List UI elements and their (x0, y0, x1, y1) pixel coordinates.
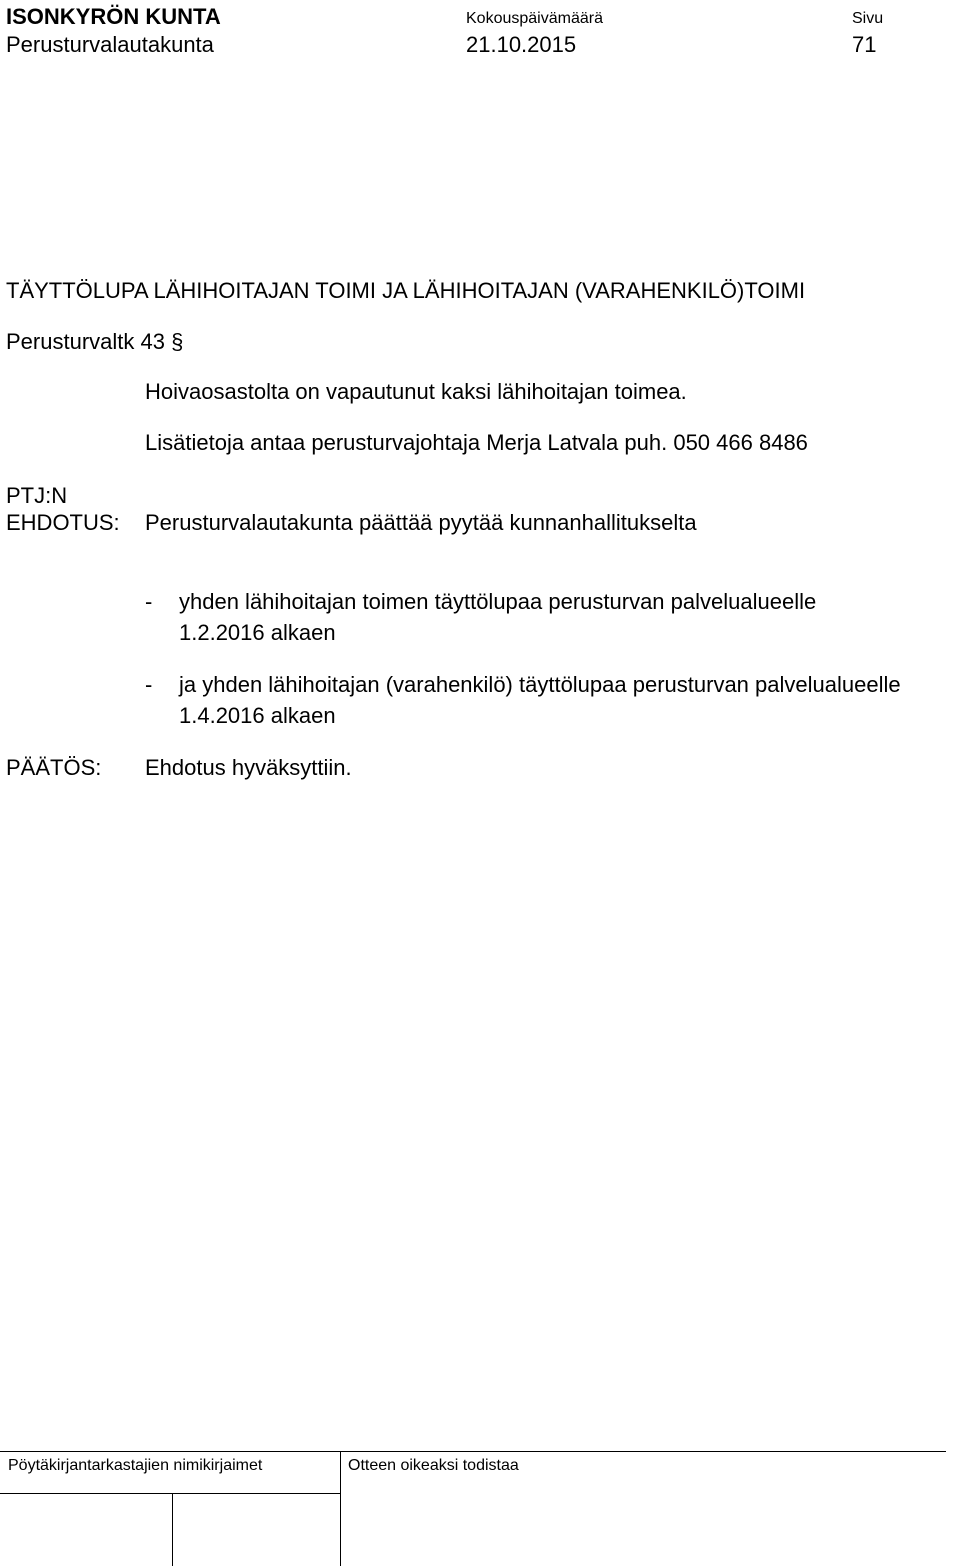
decision-text: Ehdotus hyväksyttiin. (145, 755, 352, 780)
bullet-dash: - (145, 589, 153, 614)
ptj-label: PTJ:N (6, 483, 68, 508)
meeting-date-label: Kokouspäivämäärä (466, 10, 603, 27)
certified-label: Otteen oikeaksi todistaa (348, 1457, 519, 1474)
signature-box-divider-left (172, 1493, 173, 1566)
footer-column-divider (340, 1451, 341, 1493)
board-name: Perusturvalautakunta (6, 32, 214, 57)
decision-label: PÄÄTÖS: (6, 755, 102, 780)
bullet-text-line-1: yhden lähihoitajan toimen täyttölupaa perusturvan palvelualueelle (179, 589, 817, 614)
bullet-text-line-1: ja yhden lähihoitajan (varahenkilö) täyttölupaa perusturvan palvelualueelle (179, 672, 901, 697)
meeting-date: 21.10.2015 (466, 32, 577, 57)
bullet-text-line-2: 1.4.2016 alkaen (179, 703, 336, 728)
signatures-label: Pöytäkirjantarkastajien nimikirjaimet (8, 1457, 263, 1474)
body-text-line-1: Hoivaosastolta on vapautunut kaksi lähihoitajan toimea. (145, 379, 687, 404)
signature-box-divider-right (340, 1493, 341, 1566)
item-reference: Perusturvaltk 43 § (6, 329, 184, 354)
page-number: 71 (852, 32, 877, 57)
proposal-label: EHDOTUS: (6, 510, 120, 535)
signature-box-rule (0, 1493, 340, 1494)
bullet-dash: - (145, 672, 153, 697)
footer-top-rule (0, 1451, 946, 1452)
bullet-text-line-2: 1.2.2016 alkaen (179, 620, 336, 645)
item-title: TÄYTTÖLUPA LÄHIHOITAJAN TOIMI JA LÄHIHOITAJAN (VARAHENKILÖ)TOIMI (6, 278, 806, 303)
municipality-name: ISONKYRÖN KUNTA (6, 4, 221, 29)
proposal-text: Perusturvalautakunta päättää pyytää kunnanhallitukselta (145, 510, 697, 535)
page-label: Sivu (852, 10, 884, 27)
body-text-line-2: Lisätietoja antaa perusturvajohtaja Merja Latvala puh. 050 466 8486 (145, 430, 808, 455)
